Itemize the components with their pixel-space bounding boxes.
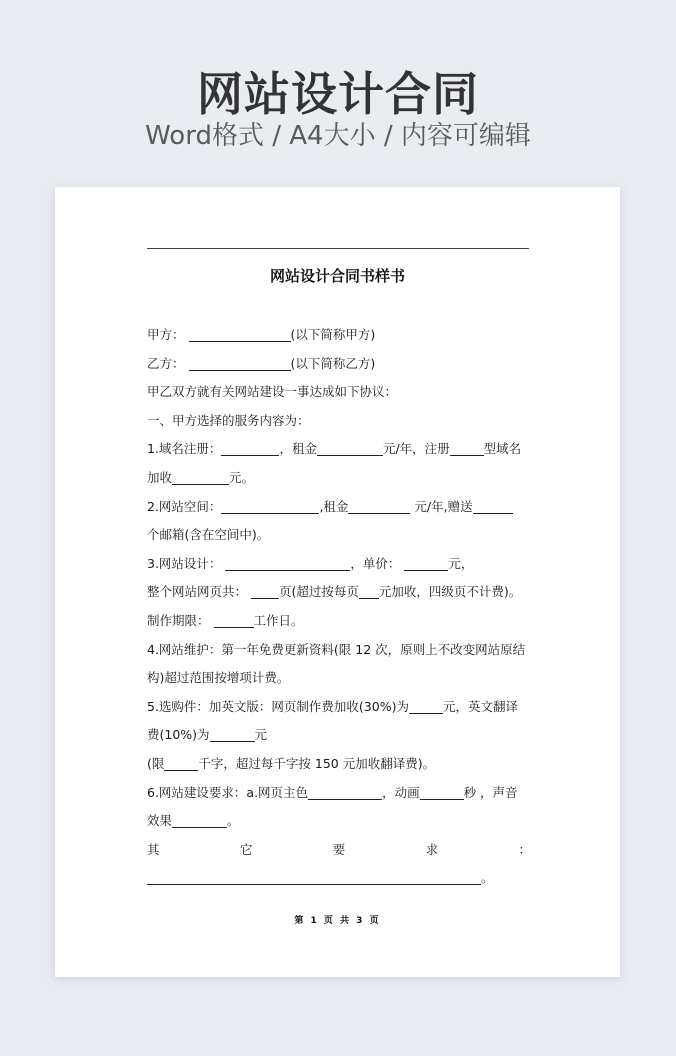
item-5-limit-label: (限	[147, 755, 165, 771]
item-1-register-label: 元/年，注册	[382, 441, 450, 457]
item-5-translate-label: 元，英文翻译	[442, 698, 518, 714]
agreement-line: 甲乙双方就有关网站建设一事达成如下协议：	[147, 384, 398, 400]
item-5-line-2	[147, 721, 531, 750]
item-4-line-2: 构)超过范围按增项计费。	[147, 670, 290, 686]
per-page-fee-blank[interactable]	[359, 584, 379, 599]
item-2-line-1	[147, 493, 531, 522]
party-a-suffix: (以下简称甲方)	[290, 327, 376, 342]
item-3-line-1	[147, 550, 531, 579]
domain-type-blank[interactable]	[450, 441, 484, 456]
item-3-overage-suffix: 元加收，四级页不计费)。	[378, 584, 522, 600]
main-color-blank[interactable]	[308, 785, 382, 800]
item-6-effect-label: 效果	[147, 813, 173, 829]
item-2-rent-label: ,租金	[319, 498, 349, 514]
party-b-blank[interactable]	[189, 356, 291, 371]
design-blank[interactable]	[225, 556, 350, 571]
page-count-blank[interactable]	[251, 584, 279, 599]
banner-title: 网站设计合同	[197, 67, 479, 121]
item-1-rent-label: ，租金	[279, 441, 317, 457]
item-3-price-label: ，单价：	[350, 555, 401, 571]
space-rent-blank[interactable]	[348, 499, 410, 514]
item-5-label: 5.选购件：加英文版：网页制作费加收(30%)为	[147, 698, 409, 714]
item-1-line-2	[147, 464, 531, 493]
english-version-fee-blank[interactable]	[409, 699, 443, 714]
item-3-line-3	[147, 607, 531, 636]
section-1-heading: 一、甲方选择的服务内容为：	[147, 412, 310, 428]
sound-effect-blank[interactable]	[172, 813, 227, 828]
unit-price-blank[interactable]	[404, 556, 448, 571]
item-6-line-2	[147, 807, 531, 836]
item-6-sound-label: 秒 ，声音	[463, 784, 518, 800]
mailbox-count-blank[interactable]	[473, 499, 513, 514]
document-title: 网站设计合同书样书	[269, 267, 405, 285]
item-3-label: 3.网站设计：	[147, 555, 222, 571]
party-a-blank[interactable]	[189, 327, 291, 342]
party-a-line	[147, 321, 531, 350]
item-5-translate-fee-label: 费(10%)为	[147, 727, 210, 743]
party-b-line	[147, 350, 531, 379]
item-6-label: 6.网站建设要求：a.网页主色	[147, 784, 309, 800]
other-char-4: 求	[425, 841, 439, 857]
item-3-pages-label: 整个网站网页共：	[147, 584, 248, 600]
space-blank[interactable]	[221, 499, 319, 514]
other-requirements-blank-line	[147, 864, 531, 893]
item-1-yuan: 元。	[229, 469, 255, 485]
party-b-label: 乙方：	[147, 355, 185, 371]
item-3-workdays: 工作日。	[253, 612, 304, 628]
other-requirements-line	[147, 836, 531, 865]
item-1-line-1	[147, 435, 531, 464]
party-b-suffix: (以下简称乙方)	[290, 355, 376, 371]
other-char-1: 其	[147, 841, 160, 857]
word-limit-blank[interactable]	[164, 756, 198, 771]
other-char-2: 它	[239, 841, 253, 857]
item-1-extra-label: 加收	[147, 469, 173, 485]
item-6-line-1	[147, 779, 531, 808]
other-requirements-blank[interactable]	[147, 870, 481, 885]
item-3-yuan: 元，	[448, 555, 474, 571]
domain-blank[interactable]	[221, 441, 279, 456]
item-2-line-2: 个邮箱(含在空间中)。	[147, 527, 270, 543]
item-2-gift-label: 元/年,赠送	[410, 498, 473, 514]
header-rule	[147, 248, 529, 249]
domain-rent-blank[interactable]	[317, 441, 383, 456]
document-body	[147, 321, 531, 893]
item-3-line-2	[147, 578, 531, 607]
deadline-blank[interactable]	[214, 613, 254, 628]
item-5-limit-suffix: 千字，超过每千字按 150 元加收翻译费)。	[198, 755, 436, 771]
page-footer: 第 1 页 共 3 页	[294, 916, 381, 926]
party-a-label: 甲方：	[147, 327, 185, 342]
other-period: 。	[481, 870, 494, 886]
item-6-animation-label: ，动画	[382, 784, 420, 800]
other-colon: ：	[518, 841, 531, 857]
banner-subtitle: Word格式 / A4大小 / 内容可编辑	[145, 121, 531, 151]
item-6-period: 。	[227, 813, 240, 829]
item-5-line-3	[147, 750, 531, 779]
item-1-label: 1.域名注册：	[147, 441, 222, 457]
animation-seconds-blank[interactable]	[420, 785, 464, 800]
document-page	[55, 187, 620, 977]
item-4-line-1: 4.网站维护：第一年免费更新资料(限 12 次，原则上不改变网站原结	[147, 641, 526, 657]
domain-extra-blank[interactable]	[172, 470, 229, 485]
item-5-line-1	[147, 693, 531, 722]
other-char-3: 要	[332, 841, 346, 857]
item-3-deadline-label: 制作期限：	[147, 612, 210, 628]
item-3-overage-label: 页(超过按每页	[279, 584, 359, 600]
translation-fee-blank[interactable]	[210, 727, 255, 742]
item-2-label: 2.网站空间：	[147, 498, 222, 514]
item-5-yuan: 元	[254, 727, 268, 743]
item-1-domain-type-label: 型域名	[483, 441, 522, 457]
